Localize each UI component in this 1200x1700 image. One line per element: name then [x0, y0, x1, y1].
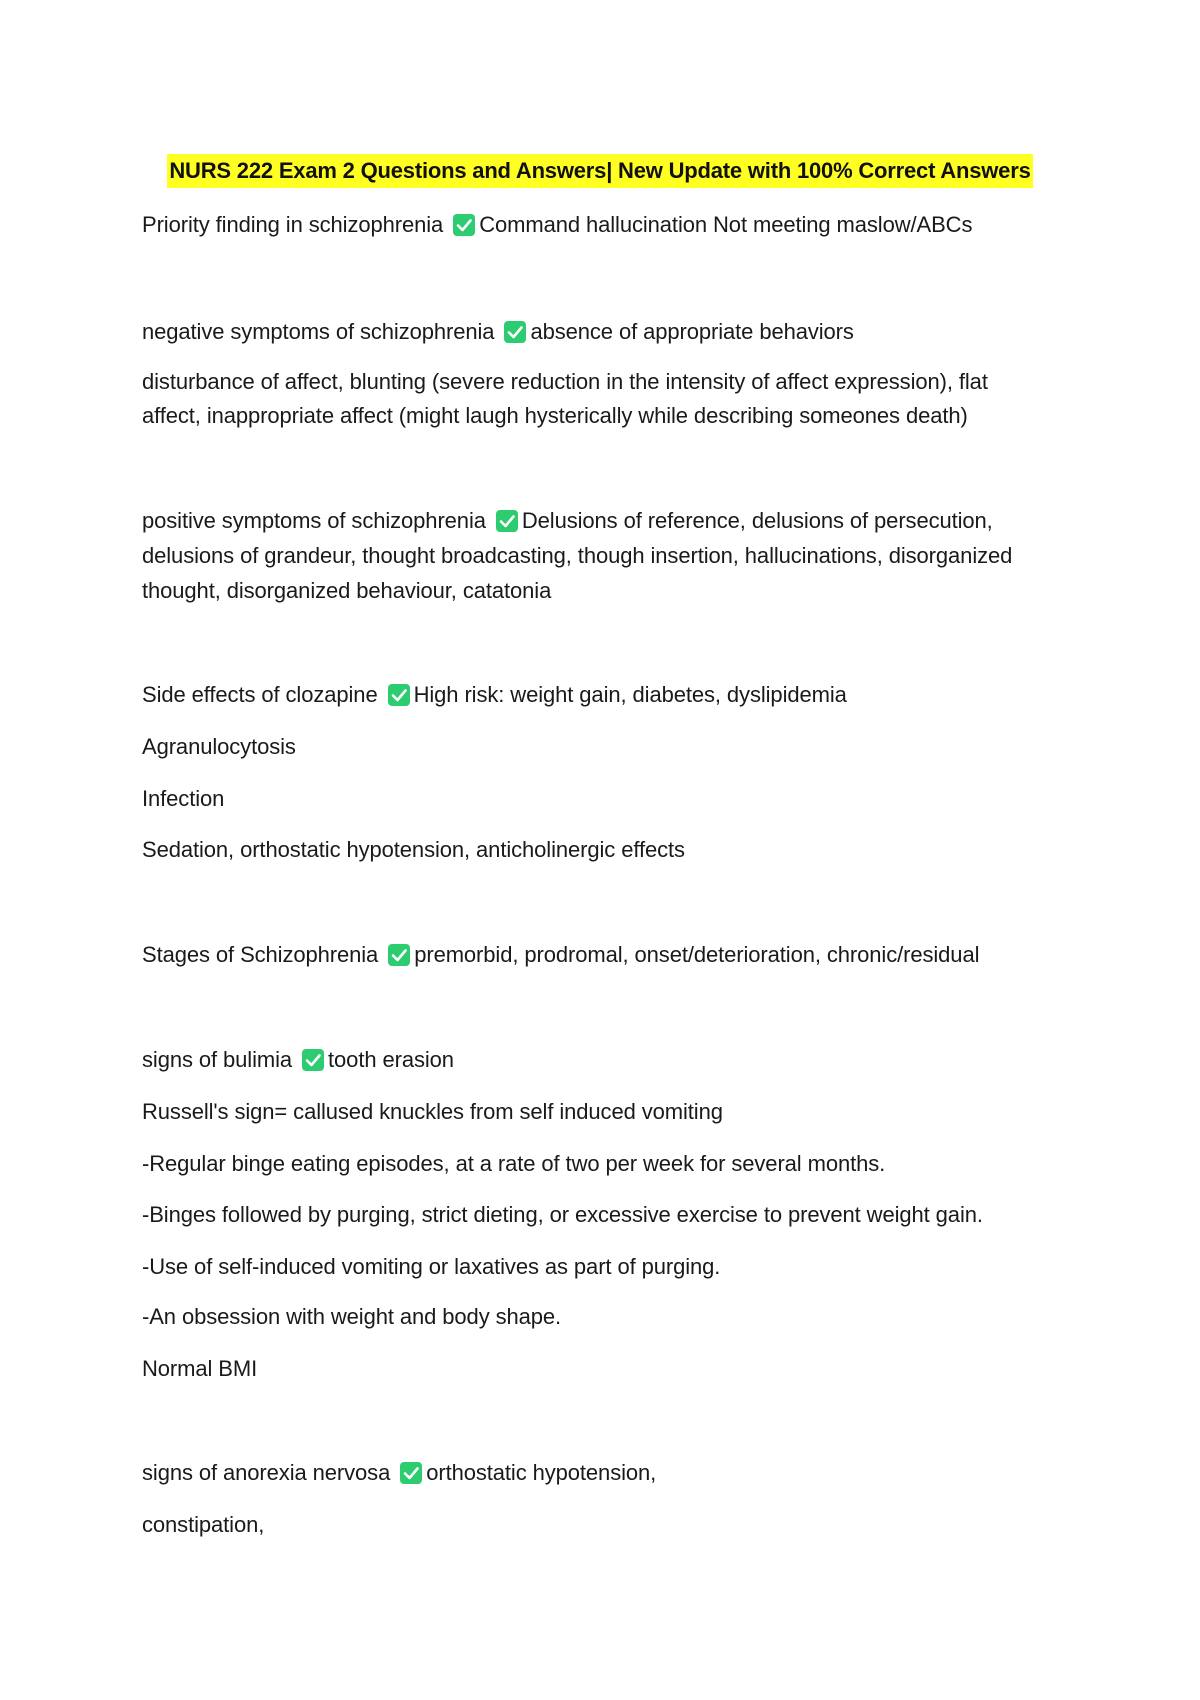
answer-detail-line: -Regular binge eating episodes, at a rate of two per week for several months.	[142, 1151, 886, 1176]
answer-detail-line: Normal BMI	[142, 1356, 258, 1381]
check-mark-icon	[388, 944, 410, 966]
qa-item-negative-symptoms	[142, 314, 1042, 349]
answer-detail-line: Infection	[142, 786, 225, 811]
answer-text: Command hallucination Not meeting maslow/ABCs	[479, 212, 973, 237]
answer-detail-line: Agranulocytosis	[142, 734, 296, 759]
answer-detail-line: constipation,	[142, 1512, 265, 1537]
question-text: signs of anorexia nervosa	[142, 1460, 391, 1485]
answer-detail-line: Sedation, orthostatic hypotension, anticholinergic effects	[142, 837, 685, 862]
question-text: Priority finding in schizophrenia	[142, 212, 444, 237]
question-text: Side effects of clozapine	[142, 682, 378, 707]
answer-text: orthostatic hypotension,	[426, 1460, 657, 1485]
qa-item-clozapine	[142, 677, 1042, 712]
qa-item-bulimia	[142, 1042, 1042, 1077]
check-mark-icon	[400, 1462, 422, 1484]
qa-item-priority-finding	[142, 207, 1042, 242]
answer-text: tooth erasion	[328, 1047, 454, 1072]
title-container	[0, 154, 1200, 188]
answer-detail-line: Russell's sign= callused knuckles from self induced vomiting	[142, 1099, 723, 1124]
check-mark-icon	[388, 684, 410, 706]
qa-item-positive-symptoms	[142, 503, 1042, 538]
answer-detail-line: affect, inappropriate affect (might laugh hysterically while describing someones death)	[142, 403, 968, 428]
answer-text: premorbid, prodromal, onset/deterioration, chronic/residual	[414, 942, 980, 967]
answer-text: absence of appropriate behaviors	[530, 319, 854, 344]
answer-text: Delusions of reference, delusions of persecution,	[521, 508, 993, 533]
answer-detail-line: delusions of grandeur, thought broadcasting, though insertion, hallucinations, disorganized	[142, 543, 1013, 568]
document-title: NURS 222 Exam 2 Questions and Answers| New Update with 100% Correct Answers	[167, 154, 1032, 188]
answer-detail-line: thought, disorganized behaviour, catatonia	[142, 578, 552, 603]
check-mark-icon	[453, 214, 475, 236]
answer-detail-line: -Use of self-induced vomiting or laxatives as part of purging.	[142, 1254, 721, 1279]
answer-detail-line: -An obsession with weight and body shape.	[142, 1304, 562, 1329]
question-text: signs of bulimia	[142, 1047, 293, 1072]
check-mark-icon	[504, 321, 526, 343]
check-mark-icon	[496, 510, 518, 532]
answer-text: High risk: weight gain, diabetes, dyslipidemia	[413, 682, 847, 707]
check-mark-icon	[302, 1049, 324, 1071]
question-text: Stages of Schizophrenia	[142, 942, 379, 967]
question-text: negative symptoms of schizophrenia	[142, 319, 495, 344]
answer-detail-line: disturbance of affect, blunting (severe reduction in the intensity of affect expression), flat	[142, 369, 988, 394]
qa-item-stages	[142, 937, 1042, 972]
answer-detail-line: -Binges followed by purging, strict dieting, or excessive exercise to prevent weight gain.	[142, 1202, 983, 1227]
question-text: positive symptoms of schizophrenia	[142, 508, 486, 533]
qa-item-anorexia	[142, 1455, 1042, 1490]
